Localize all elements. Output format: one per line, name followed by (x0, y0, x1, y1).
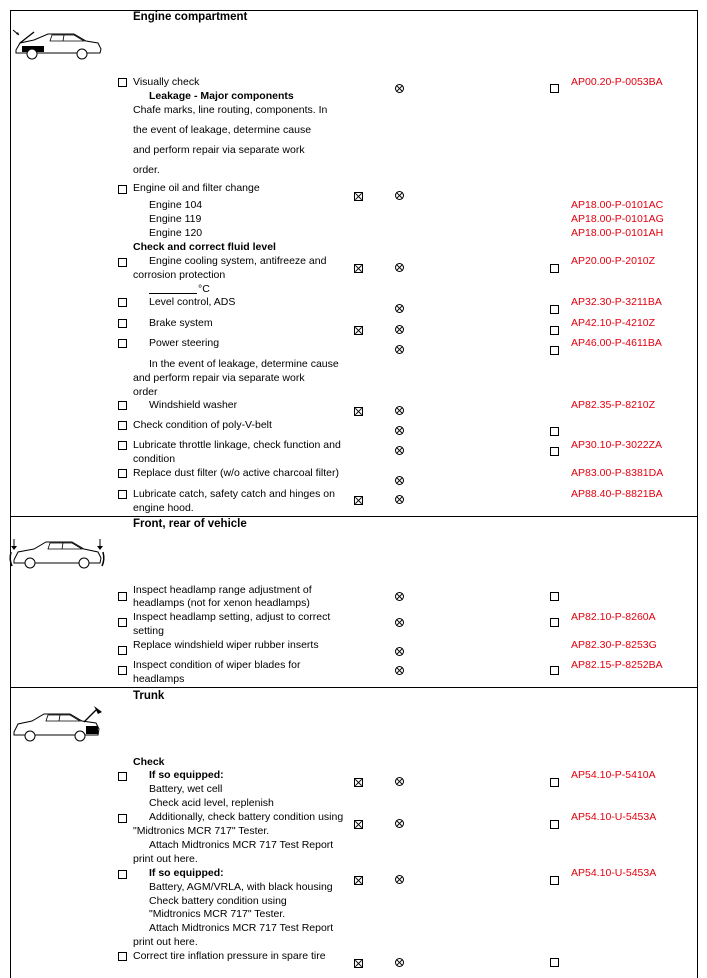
crossed-box-icon (354, 192, 363, 201)
checkbox-throttle[interactable] (118, 441, 127, 450)
checkbox-brake-done[interactable] (550, 326, 559, 335)
hood-label: engine hood. (133, 502, 194, 514)
wiper-blades-label: headlamps (133, 673, 185, 685)
cooling-label: Engine cooling system, antifreeze and (149, 255, 327, 267)
equipped-label: If so equipped: (149, 769, 224, 781)
ap-code: AP18.00-P-0101AH (571, 227, 664, 239)
checkbox-brake[interactable] (118, 319, 127, 328)
attach-label: Attach Midtronics MCR 717 Test Report (149, 922, 334, 934)
checkbox-belt-done[interactable] (550, 427, 559, 436)
ap-code: AP82.10-P-8260A (571, 611, 656, 623)
circle-x-icon (395, 875, 404, 884)
oil-change-label: Engine oil and filter change (133, 182, 260, 194)
checkbox-headlamp-range[interactable] (118, 592, 127, 601)
checkbox-battery-agm[interactable] (118, 870, 127, 879)
circle-x-icon (395, 592, 404, 601)
ap-code: AP54.10-P-5410A (571, 769, 656, 781)
ap-code: AP54.10-U-5453A (571, 867, 657, 879)
acid-label: Check acid level, replenish (149, 797, 274, 809)
ap-code: AP83.00-P-8381DA (571, 467, 664, 479)
crossed-box-icon (354, 264, 363, 273)
spare-tire-label: Correct tire inflation pressure in spare tire (133, 950, 326, 962)
circle-x-icon (395, 304, 404, 313)
checkbox-midtronics-1-done[interactable] (550, 820, 559, 829)
washer-label: Windshield washer (149, 399, 238, 411)
crossed-box-icon (354, 326, 363, 335)
circle-x-icon (395, 666, 404, 675)
crossed-box-icon (354, 407, 363, 416)
unit-label: °C (198, 283, 210, 295)
circle-x-icon (395, 263, 404, 272)
car-front-rear-icon (8, 536, 106, 570)
ap-code: AP46.00-P-4611BA (571, 337, 662, 349)
crossed-box-icon (354, 876, 363, 885)
circle-x-icon (395, 345, 404, 354)
checkbox-wiper-blades[interactable] (118, 666, 127, 675)
leakage-text: Chafe marks, line routing, components. In (133, 104, 328, 116)
hood-label: Lubricate catch, safety catch and hinges on (133, 488, 335, 500)
midtronics-label: "Midtronics MCR 717" Tester. (133, 825, 270, 837)
checkbox-washer[interactable] (118, 401, 127, 410)
leakage-note: In the event of leakage, determine cause (149, 358, 339, 370)
engine-label: Engine 120 (149, 227, 203, 239)
throttle-label: Lubricate throttle linkage, check function and (133, 439, 341, 451)
checkbox-battery-wet[interactable] (118, 772, 127, 781)
section-divider (10, 516, 698, 517)
circle-x-icon (395, 777, 404, 786)
checkbox-spare-tire-done[interactable] (550, 958, 559, 967)
agm-check-label: Check battery condition using (149, 895, 287, 907)
checkbox-cooling-done[interactable] (550, 264, 559, 273)
checkbox-headlamp-range-done[interactable] (550, 592, 559, 601)
circle-x-icon (395, 426, 404, 435)
equipped-label: If so equipped: (149, 867, 224, 879)
checkbox-throttle-done[interactable] (550, 447, 559, 456)
wiper-blades-label: Inspect condition of wiper blades for (133, 659, 301, 671)
temperature-field[interactable] (149, 293, 197, 294)
ap-code: AP20.00-P-2010Z (571, 255, 656, 267)
agm-label: Battery, AGM/VRLA, with black housing (149, 881, 333, 893)
ap-code: AP30.10-P-3022ZA (571, 439, 663, 451)
attach-label: print out here. (133, 936, 198, 948)
leakage-text: and perform repair via separate work (133, 144, 305, 156)
ap-code: AP82.35-P-8210Z (571, 399, 656, 411)
checkbox-level-control[interactable] (118, 298, 127, 307)
engine-label: Engine 104 (149, 199, 203, 211)
circle-x-icon (395, 191, 404, 200)
fluid-heading: Check and correct fluid level (133, 241, 276, 253)
check-heading: Check (133, 756, 165, 768)
leakage-text: the event of leakage, determine cause (133, 124, 312, 136)
ap-code: AP18.00-P-0101AG (571, 213, 664, 225)
level-control-label: Level control, ADS (149, 296, 236, 308)
checkbox-leakage-done[interactable] (550, 84, 559, 93)
crossed-box-icon (354, 820, 363, 829)
ap-code: AP82.15-P-8252BA (571, 659, 663, 671)
ap-code: AP88.40-P-8821BA (571, 488, 663, 500)
checkbox-leakage[interactable] (118, 78, 127, 87)
car-hood-open-icon (12, 26, 104, 62)
attach-label: Attach Midtronics MCR 717 Test Report (149, 839, 334, 851)
checkbox-hood[interactable] (118, 490, 127, 499)
agm-check-label: "Midtronics MCR 717" Tester. (149, 908, 286, 920)
crossed-box-icon (354, 496, 363, 505)
checkbox-midtronics-1[interactable] (118, 814, 127, 823)
checkbox-battery-wet-done[interactable] (550, 778, 559, 787)
headlamp-range-label: Inspect headlamp range adjustment of (133, 584, 312, 596)
circle-x-icon (395, 819, 404, 828)
section-title-engine: Engine compartment (133, 11, 248, 23)
headlamp-setting-label: Inspect headlamp setting, adjust to correct (133, 611, 331, 623)
brake-label: Brake system (149, 317, 213, 329)
wiper-inserts-label: Replace windshield wiper rubber inserts (133, 639, 319, 651)
belt-label: Check condition of poly-V-belt (133, 419, 272, 431)
checkbox-oil-change[interactable] (118, 185, 127, 194)
car-trunk-open-icon (10, 704, 104, 742)
leakage-note: and perform repair via separate work (133, 372, 305, 384)
attach-label: print out here. (133, 853, 198, 865)
visual-check-label: Visually check (133, 76, 200, 88)
ap-code: AP82.30-P-8253G (571, 639, 657, 651)
checkbox-level-control-done[interactable] (550, 305, 559, 314)
checkbox-headlamp-setting[interactable] (118, 618, 127, 627)
checkbox-power-steering[interactable] (118, 339, 127, 348)
checkbox-wiper-blades-done[interactable] (550, 666, 559, 675)
checkbox-spare-tire[interactable] (118, 952, 127, 961)
midtronics-label: Additionally, check battery condition using (149, 811, 344, 823)
battery-label: Battery, wet cell (149, 783, 223, 795)
engine-label: Engine 119 (149, 213, 202, 225)
ap-code: AP00.20-P-0053BA (571, 76, 663, 88)
checkbox-headlamp-setting-done[interactable] (550, 618, 559, 627)
power-steering-label: Power steering (149, 337, 220, 349)
section-title-front-rear: Front, rear of vehicle (133, 518, 247, 530)
section-divider (10, 687, 698, 688)
headlamp-range-label: headlamps (not for xenon headlamps) (133, 597, 310, 609)
crossed-box-icon (354, 778, 363, 787)
throttle-label: condition (133, 453, 176, 465)
checkbox-belt[interactable] (118, 421, 127, 430)
cooling-label: corrosion protection (133, 269, 226, 281)
circle-x-icon (395, 446, 404, 455)
ap-code: AP42.10-P-4210Z (571, 317, 656, 329)
circle-x-icon (395, 406, 404, 415)
checkbox-battery-agm-done[interactable] (550, 876, 559, 885)
checkbox-power-steering-done[interactable] (550, 346, 559, 355)
circle-x-icon (395, 84, 404, 93)
checkbox-dust-filter[interactable] (118, 469, 127, 478)
circle-x-icon (395, 325, 404, 334)
circle-x-icon (395, 476, 404, 485)
circle-x-icon (395, 647, 404, 656)
ap-code: AP32.30-P-3211BA (571, 296, 662, 308)
leakage-note: order (133, 386, 158, 398)
ap-code: AP54.10-U-5453A (571, 811, 657, 823)
leakage-heading: Leakage - Major components (149, 90, 294, 102)
crossed-box-icon (354, 959, 363, 968)
checkbox-wiper-inserts[interactable] (118, 646, 127, 655)
ap-code: AP18.00-P-0101AC (571, 199, 664, 211)
circle-x-icon (395, 618, 404, 627)
dust-filter-label: Replace dust filter (w/o active charcoal filter) (133, 467, 339, 479)
checkbox-cooling[interactable] (118, 258, 127, 267)
circle-x-icon (395, 495, 404, 504)
section-title-trunk: Trunk (133, 690, 165, 702)
leakage-text: order. (133, 164, 160, 176)
circle-x-icon (395, 958, 404, 967)
headlamp-setting-label: setting (133, 625, 164, 637)
